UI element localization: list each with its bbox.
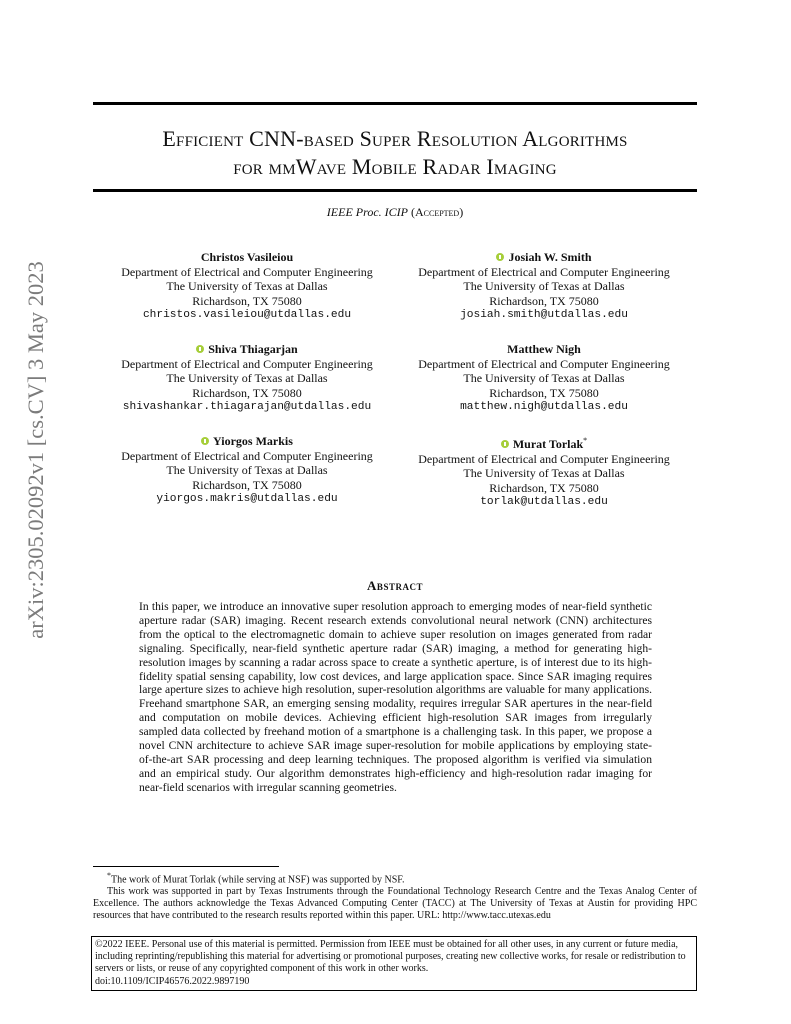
footnote-divider <box>93 866 279 867</box>
abstract-body: In this paper, we introduce an innovative super resolution approach to emerging modes of near-field synthetic aperture radar (SAR) imaging. Recent research extends convolutional neural network (CNN) architectures from the optical to the electromagnetic domain to achieve super resolution on images generated from radar signaling. Specifically, near-field synthetic aperture radar (SAR) imaging, a method for generating high-resolution images by scanning a radar across space to create a synthetic aperture, is of interest due to its high-fidelity spatial sensing capability, low cost devices, and large application space. Since SAR imaging requires large aperture sizes to achieve high resolution, super-resolution algorithms are valuable for many applications. Freehand smartphone SAR, an emerging sensing modality, requires irregular SAR apertures in the near-field and computation on mobile devices. Achieving efficient high-resolution SAR images from irregularly sampled data collected by freehand motion of a smartphone is a challenging task. In this paper, we propose a novel CNN architecture to achieve SAR image super-resolution for mobile applications by employing state-of-the-art SAR processing and deep learning techniques. The proposed algorithm is verified via simulation and an empirical study. Our algorithm demonstrates high-efficiency and high-resolution radar imaging for near-field scenarios with irregular scanning geometries. <box>139 600 652 794</box>
venue-proceedings: IEEE Proc. ICIP <box>326 205 408 219</box>
author-name: Murat Torlak <box>512 437 584 451</box>
footnote-marker: * <box>107 871 111 880</box>
copyright-notice <box>91 936 697 991</box>
doi-link[interactable]: doi:10.1109/ICIP46576.2022.9897190 <box>95 975 250 987</box>
paper-title <box>93 125 697 181</box>
venue-line <box>93 205 697 220</box>
title-rule-top <box>93 102 697 105</box>
orcid-icon[interactable] <box>496 253 504 261</box>
author-email[interactable]: josiah.smith@utdallas.edu <box>460 309 628 322</box>
title-rule-bottom <box>93 189 697 192</box>
author-department: Department of Electrical and Computer Engineering <box>418 451 670 466</box>
author-city: Richardson, TX 75080 <box>489 293 599 308</box>
author-name: Josiah W. Smith <box>508 250 592 264</box>
author-name: Shiva Thiagarjan <box>208 342 298 356</box>
orcid-icon[interactable] <box>196 345 204 353</box>
arxiv-identifier: arXiv:2305.02092v1 [cs.CV] 3 May 2023 <box>23 261 48 639</box>
author-university: The University of Texas at Dallas <box>166 371 328 386</box>
orcid-icon[interactable] <box>501 440 509 448</box>
author-email[interactable]: christos.vasileiou@utdallas.edu <box>142 309 352 322</box>
author-block <box>102 342 392 415</box>
author-university: The University of Texas at Dallas <box>463 279 625 294</box>
author-name-line <box>102 342 392 357</box>
author-email[interactable]: shivashankar.thiagarajan@utdallas.edu <box>122 401 372 414</box>
author-department: Department of Electrical and Computer Engineering <box>121 448 373 463</box>
abstract-heading: Abstract <box>367 578 423 593</box>
author-email[interactable]: yiorgos.makris@utdallas.edu <box>156 493 338 506</box>
venue-status: (Accepted) <box>410 205 464 219</box>
author-block <box>399 342 689 415</box>
footnote-nsf <box>93 870 697 886</box>
author-department: Department of Electrical and Computer Engineering <box>418 264 670 279</box>
author-name: Yiorgos Markis <box>213 434 293 448</box>
orcid-icon[interactable] <box>201 437 209 445</box>
author-city: Richardson, TX 75080 <box>192 477 302 492</box>
author-block <box>102 250 392 323</box>
author-university: The University of Texas at Dallas <box>166 279 328 294</box>
author-name-line <box>399 250 689 265</box>
author-email[interactable]: torlak@utdallas.edu <box>480 496 608 509</box>
author-block <box>399 434 689 510</box>
author-name-line <box>102 434 392 449</box>
author-university: The University of Texas at Dallas <box>463 371 625 386</box>
copyright-text: ©2022 IEEE. Personal use of this material is permitted. Permission from IEEE must be obtained for all other uses, in any current or future media, including reprinting/republishing this material for advertising or promotional purposes, creating new collective works, for resale or redistribution to servers or lists, or reuse of any copyrighted component of this work in other works. <box>95 939 686 975</box>
author-email[interactable]: matthew.nigh@utdallas.edu <box>460 401 628 414</box>
author-university: The University of Texas at Dallas <box>463 466 625 481</box>
author-department: Department of Electrical and Computer Engineering <box>418 356 670 371</box>
author-name: Matthew Nigh <box>507 342 581 356</box>
author-university: The University of Texas at Dallas <box>166 463 328 478</box>
author-name-line <box>399 434 689 452</box>
footnote-funding: This work was supported in part by Texas Instruments through the Foundational Technology Research Centre and the Texas Analog Center of Excellence. The authors acknowledge the Texas Advanced Computing Center (TACC) at The University of Texas at Austin for providing HPC resources that have contributed to the research results reported within this paper. URL: http://www.tacc.utexas.edu <box>93 886 697 922</box>
title-line-1: Efficient CNN-based Super Resolution Algorithms <box>162 126 628 151</box>
author-footnote-marker: * <box>583 436 588 445</box>
author-name: Christos Vasileiou <box>200 250 294 264</box>
author-block <box>102 434 392 507</box>
author-city: Richardson, TX 75080 <box>192 385 302 400</box>
author-block <box>399 250 689 323</box>
author-department: Department of Electrical and Computer Engineering <box>121 356 373 371</box>
footnotes <box>93 870 697 922</box>
author-department: Department of Electrical and Computer Engineering <box>121 264 373 279</box>
author-city: Richardson, TX 75080 <box>192 293 302 308</box>
author-city: Richardson, TX 75080 <box>489 385 599 400</box>
author-city: Richardson, TX 75080 <box>489 480 599 495</box>
title-line-2: for mmWave Mobile Radar Imaging <box>233 154 557 179</box>
footnote-nsf-text: The work of Murat Torlak (while serving at NSF) was supported by NSF. <box>111 874 405 886</box>
